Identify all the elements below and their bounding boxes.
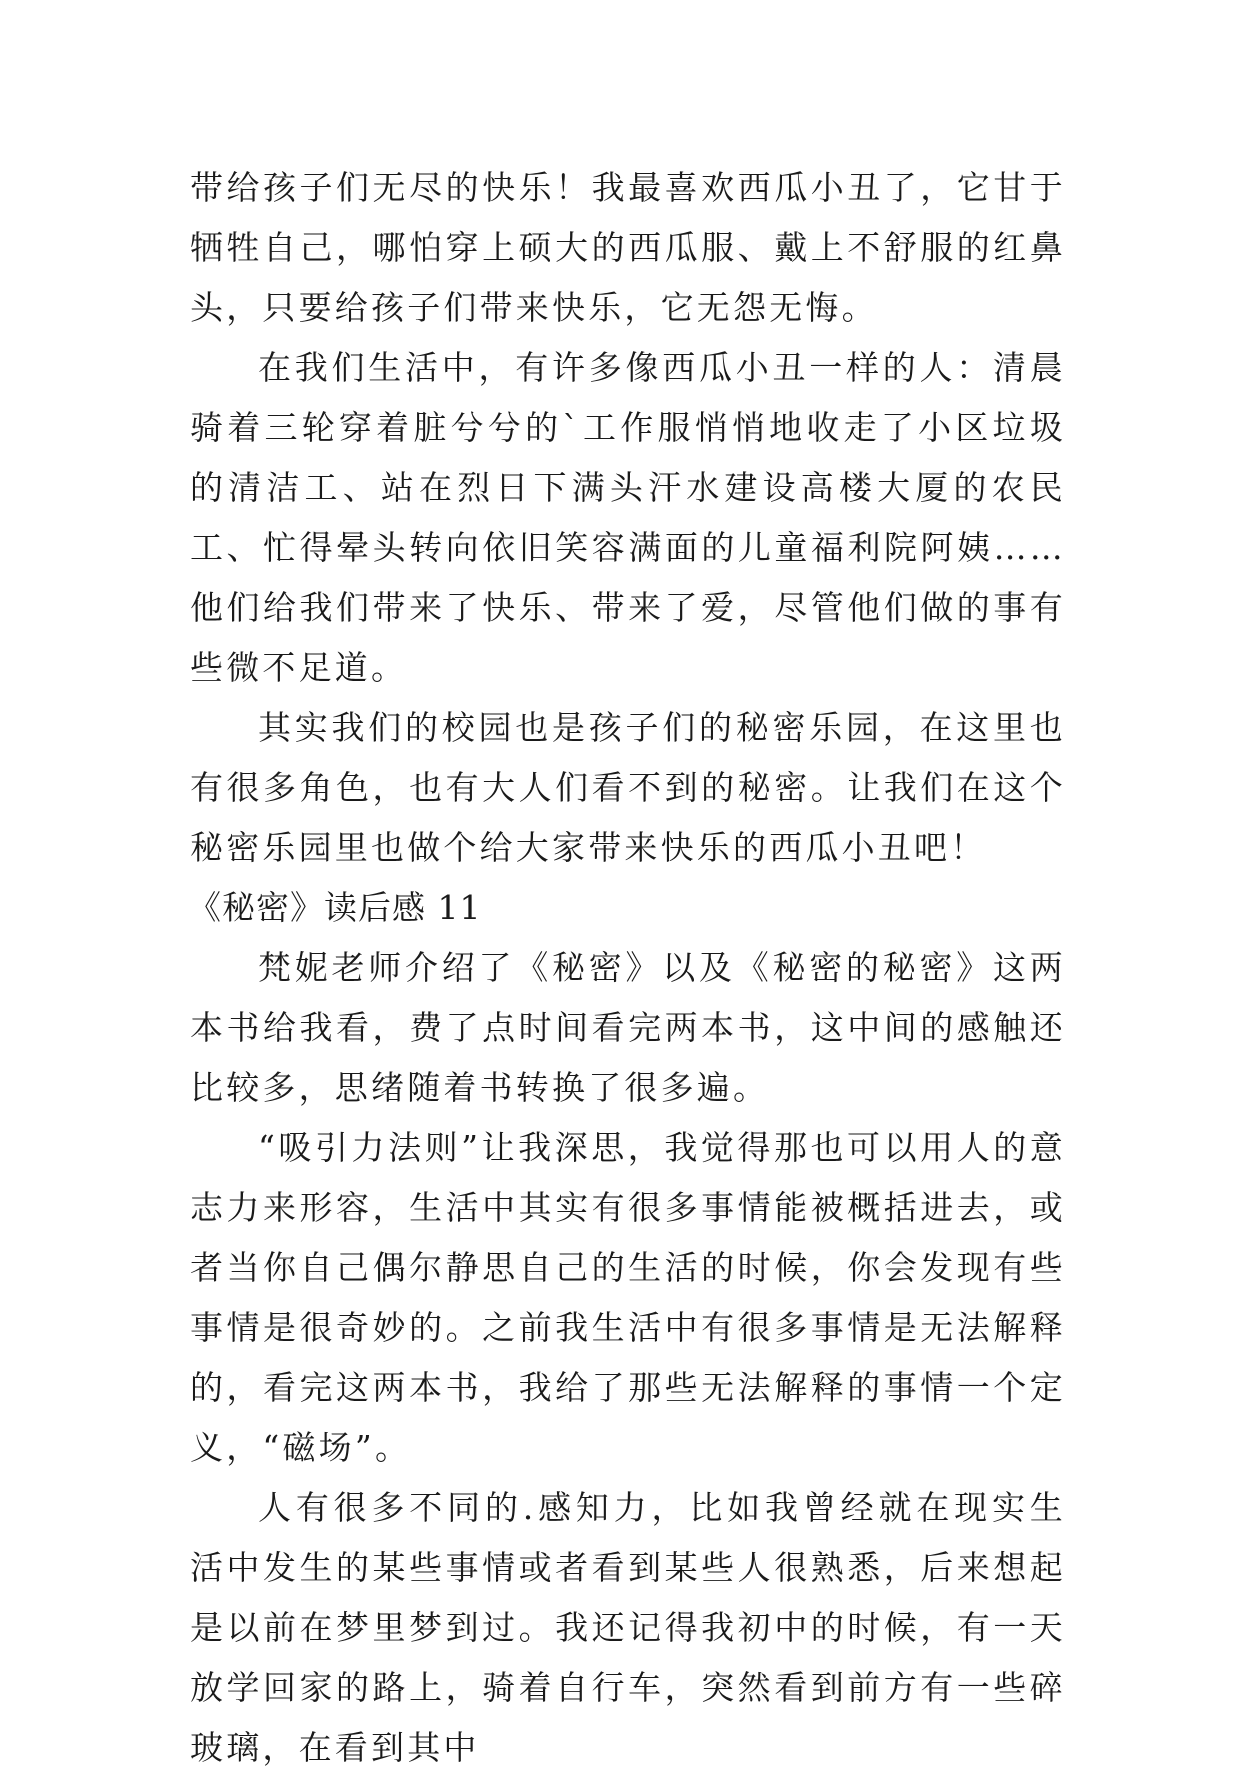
paragraph: “吸引力法则”让我深思，我觉得那也可以用人的意志力来形容，生活中其实有很多事情能被概括进去，或者当你自己偶尔静思自己的生活的时候，你会发现有些事情是很奇妙的。之前我生活中有很多事情是无法解释的，看完这两本书，我给了那些无法解释的事情一个定义，“磁场”。 [190, 1128, 1066, 1467]
text-column [190, 158, 1066, 1778]
section-heading: 《秘密》读后感 11 [188, 888, 482, 927]
paragraph: 在我们生活中，有许多像西瓜小丑一样的人：清晨骑着三轮穿着脏兮兮的`工作服悄悄地收走了小区垃圾的清洁工、站在烈日下满头汗水建设高楼大厦的农民工、忙得晕头转向依旧笑容满面的儿童福利院阿姨……他们给我们带来了快乐、带来了爱，尽管他们做的事有些微不足道。 [190, 348, 1066, 687]
paragraph: 其实我们的校园也是孩子们的秘密乐园，在这里也有很多角色，也有大人们看不到的秘密。让我们在这个秘密乐园里也做个给大家带来快乐的西瓜小丑吧！ [190, 708, 1066, 867]
paragraph: 梵妮老师介绍了《秘密》以及《秘密的秘密》这两本书给我看，费了点时间看完两本书，这中间的感触还比较多，思绪随着书转换了很多遍。 [190, 948, 1066, 1107]
paragraph: 人有很多不同的.感知力，比如我曾经就在现实生活中发生的某些事情或者看到某些人很熟悉，后来想起是以前在梦里梦到过。我还记得我初中的时候，有一天放学回家的路上，骑着自行车，突然看到前方有一些碎玻璃，在看到其中 [190, 1488, 1066, 1767]
paragraph-continuation: 带给孩子们无尽的快乐！我最喜欢西瓜小丑了，它甘于牺牲自己，哪怕穿上硕大的西瓜服、戴上不舒服的红鼻头，只要给孩子们带来快乐，它无怨无悔。 [190, 168, 1066, 327]
